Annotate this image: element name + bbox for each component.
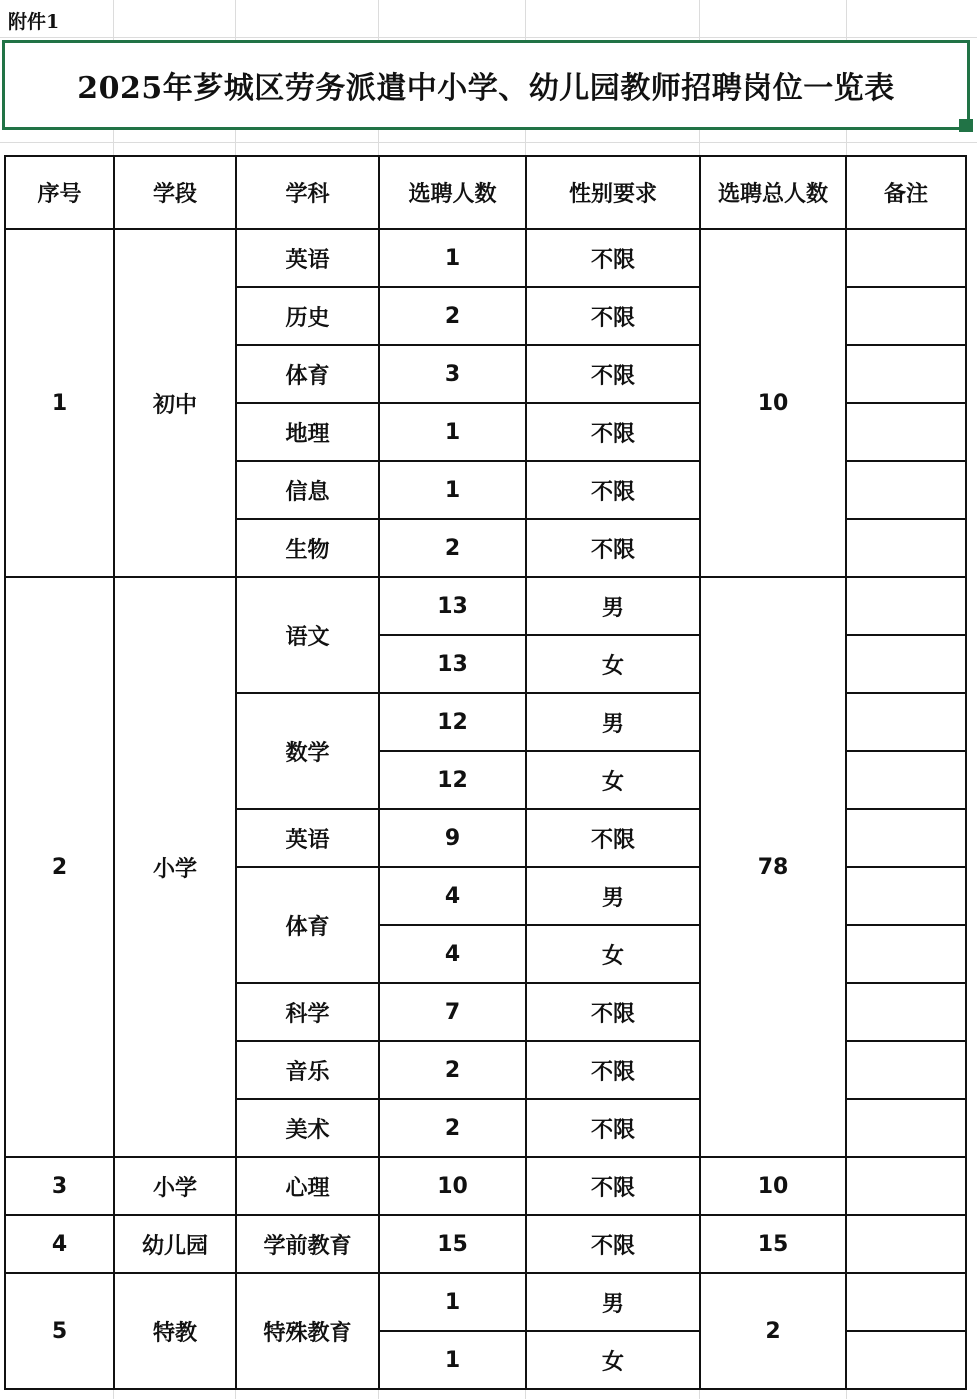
gridline: [0, 142, 977, 143]
count-cell[interactable]: 7: [379, 983, 526, 1041]
header-cell[interactable]: 备注: [846, 156, 966, 229]
count-cell[interactable]: 1: [379, 1273, 526, 1331]
count-cell[interactable]: 3: [379, 345, 526, 403]
subject-cell[interactable]: 地理: [236, 403, 379, 461]
remark-cell[interactable]: [846, 635, 966, 693]
table-row: [5, 1215, 966, 1273]
gender-cell[interactable]: 不限: [526, 1041, 700, 1099]
stage-cell[interactable]: 小学: [114, 577, 236, 1157]
title-cell[interactable]: [2, 40, 970, 130]
stage-cell[interactable]: 初中: [114, 229, 236, 577]
remark-cell[interactable]: [846, 287, 966, 345]
header-cell[interactable]: 性别要求: [526, 156, 700, 229]
count-cell[interactable]: 1: [379, 403, 526, 461]
header-cell[interactable]: 选聘人数: [379, 156, 526, 229]
remark-cell[interactable]: [846, 345, 966, 403]
total-cell[interactable]: 10: [700, 229, 846, 577]
total-cell[interactable]: 10: [700, 1157, 846, 1215]
gender-cell[interactable]: 不限: [526, 983, 700, 1041]
page-title: 2025年芗城区劳务派遣中小学、幼儿园教师招聘岗位一览表: [77, 71, 895, 106]
header-row: [5, 156, 966, 229]
header-cell[interactable]: 学段: [114, 156, 236, 229]
table-row: [5, 1273, 966, 1331]
remark-cell[interactable]: [846, 1215, 966, 1273]
stage-cell[interactable]: 幼儿园: [114, 1215, 236, 1273]
count-cell[interactable]: 4: [379, 867, 526, 925]
remark-cell[interactable]: [846, 577, 966, 635]
subject-cell[interactable]: 体育: [236, 345, 379, 403]
subject-cell[interactable]: 学前教育: [236, 1215, 379, 1273]
recruitment-table: [4, 155, 967, 1390]
count-cell[interactable]: 2: [379, 519, 526, 577]
table-row: [5, 577, 966, 635]
subject-cell[interactable]: 音乐: [236, 1041, 379, 1099]
count-cell[interactable]: 4: [379, 925, 526, 983]
annex-label: 附件1: [8, 11, 60, 33]
count-cell[interactable]: 2: [379, 287, 526, 345]
count-cell[interactable]: 1: [379, 229, 526, 287]
remark-cell[interactable]: [846, 693, 966, 751]
seq-cell[interactable]: 5: [5, 1273, 114, 1389]
stage-cell[interactable]: 小学: [114, 1157, 236, 1215]
remark-cell[interactable]: [846, 1041, 966, 1099]
count-cell[interactable]: 2: [379, 1099, 526, 1157]
count-cell[interactable]: 13: [379, 577, 526, 635]
subject-cell[interactable]: 特殊教育: [236, 1273, 379, 1389]
gender-cell[interactable]: 不限: [526, 345, 700, 403]
remark-cell[interactable]: [846, 983, 966, 1041]
gender-cell[interactable]: 不限: [526, 287, 700, 345]
remark-cell[interactable]: [846, 809, 966, 867]
gender-cell[interactable]: 男: [526, 577, 700, 635]
remark-cell[interactable]: [846, 461, 966, 519]
table-row: [5, 1157, 966, 1215]
seq-cell[interactable]: 3: [5, 1157, 114, 1215]
remark-cell[interactable]: [846, 403, 966, 461]
remark-cell[interactable]: [846, 751, 966, 809]
count-cell[interactable]: 1: [379, 1331, 526, 1389]
gender-cell[interactable]: 不限: [526, 519, 700, 577]
gridline: [0, 37, 977, 38]
subject-cell[interactable]: 语文: [236, 577, 379, 693]
gender-cell[interactable]: 不限: [526, 403, 700, 461]
subject-cell[interactable]: 历史: [236, 287, 379, 345]
subject-cell[interactable]: 科学: [236, 983, 379, 1041]
total-cell[interactable]: 2: [700, 1273, 846, 1389]
gender-cell[interactable]: 不限: [526, 461, 700, 519]
subject-cell[interactable]: 体育: [236, 867, 379, 983]
seq-cell[interactable]: 4: [5, 1215, 114, 1273]
gender-cell[interactable]: 女: [526, 635, 700, 693]
header-cell[interactable]: 学科: [236, 156, 379, 229]
gender-cell[interactable]: 男: [526, 867, 700, 925]
seq-cell[interactable]: 1: [5, 229, 114, 577]
count-cell[interactable]: 2: [379, 1041, 526, 1099]
fill-handle[interactable]: [959, 119, 973, 132]
seq-cell[interactable]: 2: [5, 577, 114, 1157]
count-cell[interactable]: 1: [379, 461, 526, 519]
total-cell[interactable]: 78: [700, 577, 846, 1157]
gender-cell[interactable]: 不限: [526, 229, 700, 287]
total-cell[interactable]: 15: [700, 1215, 846, 1273]
count-cell[interactable]: 13: [379, 635, 526, 693]
remark-cell[interactable]: [846, 1273, 966, 1331]
remark-cell[interactable]: [846, 1157, 966, 1215]
stage-cell[interactable]: 特教: [114, 1273, 236, 1389]
count-cell[interactable]: 12: [379, 751, 526, 809]
remark-cell[interactable]: [846, 519, 966, 577]
gender-cell[interactable]: 女: [526, 751, 700, 809]
subject-cell[interactable]: 美术: [236, 1099, 379, 1157]
gender-cell[interactable]: 不限: [526, 1157, 700, 1215]
remark-cell[interactable]: [846, 1331, 966, 1389]
subject-cell[interactable]: 英语: [236, 229, 379, 287]
gender-cell[interactable]: 不限: [526, 809, 700, 867]
count-cell[interactable]: 15: [379, 1215, 526, 1273]
gender-cell[interactable]: 男: [526, 1273, 700, 1331]
remark-cell[interactable]: [846, 229, 966, 287]
gender-cell[interactable]: 不限: [526, 1099, 700, 1157]
gender-cell[interactable]: 男: [526, 693, 700, 751]
gender-cell[interactable]: 女: [526, 925, 700, 983]
count-cell[interactable]: 12: [379, 693, 526, 751]
header-cell[interactable]: 选聘总人数: [700, 156, 846, 229]
subject-cell[interactable]: 英语: [236, 809, 379, 867]
gender-cell[interactable]: 不限: [526, 1215, 700, 1273]
header-cell[interactable]: 序号: [5, 156, 114, 229]
remark-cell[interactable]: [846, 1099, 966, 1157]
subject-cell[interactable]: 信息: [236, 461, 379, 519]
subject-cell[interactable]: 数学: [236, 693, 379, 809]
gender-cell[interactable]: 女: [526, 1331, 700, 1389]
subject-cell[interactable]: 生物: [236, 519, 379, 577]
count-cell[interactable]: 10: [379, 1157, 526, 1215]
remark-cell[interactable]: [846, 867, 966, 925]
table-row: [5, 229, 966, 287]
subject-cell[interactable]: 心理: [236, 1157, 379, 1215]
remark-cell[interactable]: [846, 925, 966, 983]
count-cell[interactable]: 9: [379, 809, 526, 867]
